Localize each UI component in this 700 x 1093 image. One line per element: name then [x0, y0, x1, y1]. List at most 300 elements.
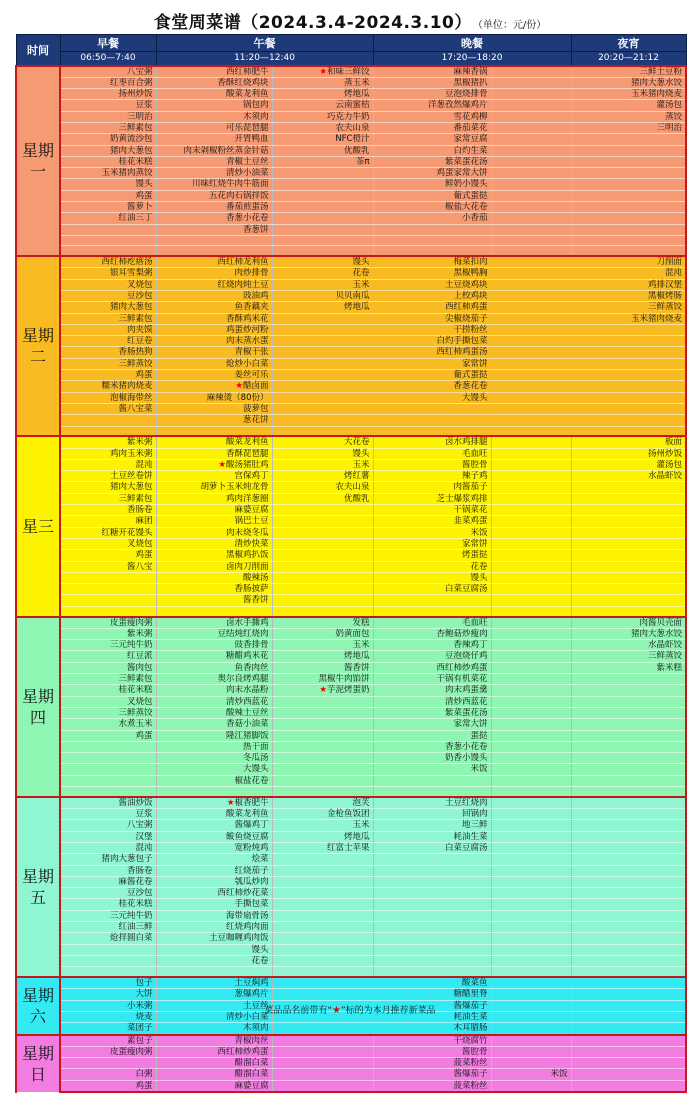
lunch-side-item: 蒸玉米 [272, 77, 373, 88]
menu-row [16, 111, 686, 122]
breakfast-item: 馒头 [60, 179, 156, 190]
empty-cell [272, 324, 373, 335]
dinner-item: 香葱小花卷 [373, 741, 491, 752]
empty-cell [272, 967, 373, 977]
menu-row [16, 313, 686, 324]
empty-cell [272, 977, 373, 989]
lunch-side-item: 玉米 [272, 279, 373, 290]
lunch-side-item: 红富士苹果 [272, 842, 373, 853]
lunch-item: 香肠披萨 [156, 584, 272, 595]
menu-row [16, 134, 686, 145]
dinner-item: 耗油生菜 [373, 831, 491, 842]
empty-cell [491, 944, 571, 955]
dinner-item: 豆泡烧仔鸡 [373, 651, 491, 662]
empty-cell [491, 674, 571, 685]
breakfast-item: 叉烧包 [60, 538, 156, 549]
lunch-item: 肉末烧冬瓜 [156, 527, 272, 538]
lunch-item: 红烧鸡肉面 [156, 922, 272, 933]
empty-cell [156, 606, 272, 616]
menu-row [16, 370, 686, 381]
lunch-side-item: 优酸乳 [272, 493, 373, 504]
menu-row [16, 1058, 686, 1069]
lunch-item: 开胃鸭血 [156, 134, 272, 145]
lunch-item: 姜丝可乐 [156, 370, 272, 381]
lunch-side-item: 发糕 [272, 617, 373, 629]
empty-cell [491, 179, 571, 190]
lunch-side-item: 农夫山泉 [272, 122, 373, 133]
dinner-item: 辣子鸡 [373, 471, 491, 482]
empty-cell [571, 202, 686, 213]
empty-cell [272, 527, 373, 538]
breakfast-item: 水煮玉米 [60, 719, 156, 730]
empty-cell [272, 550, 373, 561]
lunch-side-item: NFC橙汁 [272, 134, 373, 145]
night-snack-item: 刀削面 [571, 256, 686, 268]
recommended-star-icon: ★ [319, 66, 327, 77]
menu-body [16, 66, 686, 1093]
night-snack-item: 水晶虾饺 [571, 471, 686, 482]
menu-row [16, 358, 686, 369]
lunch-item: 青椒干张 [156, 347, 272, 358]
empty-cell [571, 820, 686, 831]
breakfast-item: 奶黄流沙包 [60, 134, 156, 145]
empty-cell [571, 977, 686, 989]
empty-cell [491, 426, 571, 436]
lunch-item: 清炒西蓝花 [156, 696, 272, 707]
menu-row [16, 302, 686, 313]
lunch-item: 清炒小油菜 [156, 168, 272, 179]
lunch-item: 冬瓜汤 [156, 753, 272, 764]
lunch-item: 肉炒排骨 [156, 268, 272, 279]
empty-cell [491, 809, 571, 820]
empty-cell [491, 764, 571, 775]
dinner-item: 酱腔骨 [373, 459, 491, 470]
menu-row [16, 100, 686, 111]
dinner-item: 西红柿炒鸡蛋 [373, 662, 491, 673]
lunch-item: 醋溜白菜 [156, 1069, 272, 1080]
lunch-item: 黑椒鸡扒饭 [156, 550, 272, 561]
empty-cell [571, 831, 686, 842]
night-snack-item: 肉酱贝壳面 [571, 617, 686, 629]
breakfast-item: 三元纯牛奶 [60, 640, 156, 651]
menu-row [16, 922, 686, 933]
breakfast-item: 叉烧包 [60, 279, 156, 290]
empty-cell [272, 1080, 373, 1092]
empty-cell [571, 797, 686, 809]
lunch-item: 土豆焖鸡 [156, 977, 272, 989]
empty-cell [272, 854, 373, 865]
breakfast-item: 猪肉大葱包 [60, 145, 156, 156]
empty-cell [491, 842, 571, 853]
breakfast-item: 红油三鲜 [60, 922, 156, 933]
empty-cell [571, 719, 686, 730]
night-snack-item: 三鲜土豆粉 [571, 66, 686, 78]
menu-row [16, 527, 686, 538]
empty-cell [491, 415, 571, 426]
empty-cell [272, 202, 373, 213]
lunch-item: 红烧肉炖土豆 [156, 279, 272, 290]
recommended-star-icon: ★ [235, 381, 243, 392]
empty-cell [571, 606, 686, 616]
breakfast-item: 香肠热狗 [60, 347, 156, 358]
empty-cell [373, 955, 491, 966]
dinner-item: 酱爆茄子 [373, 1069, 491, 1080]
empty-cell [491, 977, 571, 989]
empty-cell [60, 595, 156, 606]
empty-cell [272, 213, 373, 224]
breakfast-item: 八宝粥 [60, 66, 156, 78]
empty-cell [272, 899, 373, 910]
breakfast-item: 酱肉包 [60, 662, 156, 673]
empty-cell [571, 753, 686, 764]
night-snack-item: 三鲜蒸饺 [571, 651, 686, 662]
breakfast-item: 紫米粥 [60, 628, 156, 639]
empty-cell [272, 1023, 373, 1035]
menu-row [16, 719, 686, 730]
empty-cell [491, 493, 571, 504]
empty-cell [491, 482, 571, 493]
recommended-star-icon: ★ [226, 797, 235, 808]
menu-row [16, 268, 686, 279]
lunch-item: 香酥红烧鸡块 [156, 77, 272, 88]
empty-cell [272, 347, 373, 358]
breakfast-item: 八宝粥 [60, 820, 156, 831]
empty-cell [491, 202, 571, 213]
breakfast-item: 香肠卷 [60, 505, 156, 516]
breakfast-item: 香肠卷 [60, 865, 156, 876]
menu-row [16, 224, 686, 235]
empty-cell [272, 426, 373, 436]
lunch-header: 午餐 [156, 35, 373, 52]
empty-cell [272, 561, 373, 572]
breakfast-item: 猪肉大葱包子 [60, 854, 156, 865]
empty-cell [373, 876, 491, 887]
breakfast-item: 三鲜素包 [60, 493, 156, 504]
empty-cell [60, 944, 156, 955]
lunch-side-item: 泡芙 [272, 797, 373, 809]
menu-row [16, 561, 686, 572]
breakfast-item: 土豆丝卷饼 [60, 471, 156, 482]
empty-cell [373, 922, 491, 933]
empty-cell [571, 347, 686, 358]
empty-cell [571, 336, 686, 347]
menu-row [16, 77, 686, 88]
menu-row [16, 865, 686, 876]
empty-cell [272, 235, 373, 245]
day-label: 星期一 [16, 66, 60, 257]
dinner-item: 烤蛋挞 [373, 550, 491, 561]
empty-cell [272, 1046, 373, 1057]
dinner-item: 干捞粉丝 [373, 324, 491, 335]
empty-cell [491, 797, 571, 809]
empty-cell [571, 685, 686, 696]
empty-cell [491, 156, 571, 167]
empty-cell [491, 538, 571, 549]
menu-row [16, 246, 686, 256]
menu-row [16, 459, 686, 470]
menu-row [16, 820, 686, 831]
day-label: 星期二 [16, 256, 60, 436]
dinner-item: 葡式蛋挞 [373, 190, 491, 201]
menu-title: 食堂周菜谱（2024.3.4-2024.3.10） [153, 13, 472, 33]
menu-row [16, 145, 686, 156]
empty-cell [60, 775, 156, 786]
empty-cell [571, 967, 686, 977]
empty-cell [272, 910, 373, 921]
lunch-item: 海带扇骨汤 [156, 910, 272, 921]
empty-cell [272, 168, 373, 179]
empty-cell [272, 584, 373, 595]
menu-row [16, 685, 686, 696]
empty-cell [491, 100, 571, 111]
empty-cell [272, 955, 373, 966]
lunch-item: ★酸汤猪肚鸡 [156, 459, 272, 470]
dinner-item: 菠菜粉丝 [373, 1080, 491, 1092]
empty-cell [491, 336, 571, 347]
menu-row [16, 324, 686, 335]
lunch-item: 清炒快菜 [156, 538, 272, 549]
empty-cell [272, 989, 373, 1000]
empty-cell [272, 775, 373, 786]
dinner-header: 晚餐 [373, 35, 571, 52]
empty-cell [491, 775, 571, 786]
dinner-item: 白灼手撕包菜 [373, 336, 491, 347]
menu-row [16, 617, 686, 629]
breakfast-item: 桂花米糕 [60, 685, 156, 696]
lunch-item: 葱花饼 [156, 415, 272, 426]
menu-row [16, 944, 686, 955]
lunch-item: 西红柿龙利鱼 [156, 256, 272, 268]
dinner-item: 土豆红烧肉 [373, 797, 491, 809]
empty-cell [491, 888, 571, 899]
recommended-star-icon: ★ [218, 459, 226, 470]
dinner-item: 毛血旺 [373, 448, 491, 459]
empty-cell [272, 1058, 373, 1069]
empty-cell [60, 787, 156, 797]
menu-row [16, 392, 686, 403]
empty-cell [272, 876, 373, 887]
lunch-item: 麻婆豆腐 [156, 1080, 272, 1092]
menu-row [16, 347, 686, 358]
unit-note: （单位：元/份） [477, 20, 547, 31]
dinner-item: 酱腔骨 [373, 1046, 491, 1057]
empty-cell [272, 313, 373, 324]
empty-cell [272, 741, 373, 752]
empty-cell [571, 922, 686, 933]
dinner-item: 上校鸡块 [373, 290, 491, 301]
empty-cell [491, 302, 571, 313]
empty-cell [571, 775, 686, 786]
menu-row [16, 899, 686, 910]
empty-cell [571, 482, 686, 493]
empty-cell [491, 640, 571, 651]
empty-cell [272, 922, 373, 933]
menu-row [16, 933, 686, 944]
empty-cell [373, 910, 491, 921]
empty-cell [272, 1035, 373, 1047]
empty-cell [272, 753, 373, 764]
empty-cell [491, 168, 571, 179]
breakfast-item: 包子 [60, 977, 156, 989]
menu-row [16, 448, 686, 459]
empty-cell [272, 764, 373, 775]
breakfast-item: 酱油炒饭 [60, 797, 156, 809]
empty-cell [60, 572, 156, 583]
breakfast-item: 红豆派 [60, 651, 156, 662]
empty-cell [373, 775, 491, 786]
empty-cell [571, 1046, 686, 1057]
empty-cell [156, 787, 272, 797]
dinner-item: 白菜豆腐汤 [373, 842, 491, 853]
lunch-item: 木须肉 [156, 1023, 272, 1035]
breakfast-item: 豆浆 [60, 100, 156, 111]
dinner-item: 尖椒烧茄子 [373, 313, 491, 324]
lunch-item: 清炒小白菜 [156, 1011, 272, 1022]
empty-cell [491, 831, 571, 842]
dinner-item: 洋葱孜然爆鸡片 [373, 100, 491, 111]
lunch-side-item: 烤红薯 [272, 471, 373, 482]
menu-row [16, 426, 686, 436]
night-snack-item: 紫米糕 [571, 662, 686, 673]
dinner-item: 米饭 [373, 764, 491, 775]
dinner-item: 紫菜蛋花汤 [373, 707, 491, 718]
footnote-text-before: 菜品品名前带有“ [264, 1006, 333, 1016]
empty-cell [571, 1023, 686, 1035]
menu-row [16, 977, 686, 989]
empty-cell [491, 753, 571, 764]
title-row [0, 8, 700, 32]
dinner-item: 西红柿鸡蛋汤 [373, 347, 491, 358]
lunch-item: 香酥琵琶腿 [156, 448, 272, 459]
day-label: 星期四 [16, 617, 60, 797]
lunch-item: 酱爆鸡丁 [156, 820, 272, 831]
empty-cell [491, 145, 571, 156]
lunch-item: 热干面 [156, 741, 272, 752]
menu-row [16, 809, 686, 820]
breakfast-item: 桂花米糕 [60, 899, 156, 910]
empty-cell [373, 888, 491, 899]
empty-cell [571, 696, 686, 707]
day-label: 星期六 [16, 977, 60, 1034]
lunch-item: 豉香排骨 [156, 640, 272, 651]
menu-row [16, 168, 686, 179]
empty-cell [571, 516, 686, 527]
empty-cell [571, 899, 686, 910]
empty-cell [491, 550, 571, 561]
menu-row [16, 122, 686, 133]
dinner-item: 椒盐大花卷 [373, 202, 491, 213]
lunch-side-item: 烤地瓜 [272, 651, 373, 662]
empty-cell [60, 426, 156, 436]
empty-cell [373, 224, 491, 235]
empty-cell [373, 944, 491, 955]
lunch-item: 烩菜 [156, 854, 272, 865]
breakfast-item: 猪肉大葱包 [60, 482, 156, 493]
empty-cell [571, 888, 686, 899]
menu-row [16, 741, 686, 752]
menu-row [16, 989, 686, 1000]
empty-cell [491, 1080, 571, 1092]
empty-cell [571, 392, 686, 403]
lunch-side-item: 大花卷 [272, 436, 373, 448]
lunch-time: 11:20—12:40 [156, 52, 373, 66]
lunch-side-item: 贝贝南瓜 [272, 290, 373, 301]
lunch-side-item: 馒头 [272, 256, 373, 268]
empty-cell [571, 358, 686, 369]
lunch-item: 五花肉石锅拌饭 [156, 190, 272, 201]
empty-cell [491, 290, 571, 301]
header-row-times [16, 52, 686, 66]
menu-row [16, 381, 686, 392]
dinner-item: 大馒头 [373, 392, 491, 403]
breakfast-item: 小米粥 [60, 1000, 156, 1011]
menu-row [16, 279, 686, 290]
empty-cell [571, 246, 686, 256]
menu-row [16, 179, 686, 190]
menu-row [16, 471, 686, 482]
lunch-side-item: ★和味三鲜饺 [272, 66, 373, 78]
dinner-item: 菠菜粉丝 [373, 1058, 491, 1069]
dinner-item: 肉酱茄子 [373, 482, 491, 493]
lunch-side-item: 奶黄面包 [272, 628, 373, 639]
empty-cell [571, 527, 686, 538]
breakfast-item: 酱萝卜 [60, 202, 156, 213]
empty-cell [491, 370, 571, 381]
empty-cell [491, 516, 571, 527]
empty-cell [571, 854, 686, 865]
breakfast-item: 三鲜蒸饺 [60, 707, 156, 718]
lunch-item: 木须肉 [156, 111, 272, 122]
empty-cell [272, 336, 373, 347]
menu-row [16, 1046, 686, 1057]
empty-cell [571, 1069, 686, 1080]
menu-row [16, 955, 686, 966]
empty-cell [60, 224, 156, 235]
dinner-item: 番茄菜花 [373, 122, 491, 133]
menu-row [16, 707, 686, 718]
empty-cell [156, 246, 272, 256]
empty-cell [373, 426, 491, 436]
menu-row [16, 190, 686, 201]
empty-cell [491, 617, 571, 629]
lunch-item: 麻辣烫（80份） [156, 392, 272, 403]
empty-cell [571, 213, 686, 224]
dinner-item: 酸菜鱼 [373, 977, 491, 989]
lunch-item: 麻婆豆腐 [156, 505, 272, 516]
menu-row [16, 787, 686, 797]
breakfast-item: 麻团 [60, 516, 156, 527]
empty-cell [373, 595, 491, 606]
empty-cell [491, 899, 571, 910]
empty-cell [272, 516, 373, 527]
empty-cell [491, 358, 571, 369]
menu-table [15, 34, 687, 1093]
lunch-item: 醋溜白菜 [156, 1058, 272, 1069]
empty-cell [491, 933, 571, 944]
lunch-side-item: 黑椒牛肉馅饼 [272, 674, 373, 685]
lunch-item: 肉末剁椒粉丝蒸金针菇 [156, 145, 272, 156]
menu-row [16, 696, 686, 707]
empty-cell [491, 730, 571, 741]
menu-row [16, 842, 686, 853]
lunch-item: 可乐琵琶腿 [156, 122, 272, 133]
empty-cell [491, 719, 571, 730]
empty-cell [571, 730, 686, 741]
breakfast-item: 酱八宝菜 [60, 403, 156, 414]
night-snack-item: 黑椒烤肠 [571, 290, 686, 301]
lunch-item: 土豆咖喱鸡肉饭 [156, 933, 272, 944]
recommended-star-icon: ★ [319, 685, 327, 696]
